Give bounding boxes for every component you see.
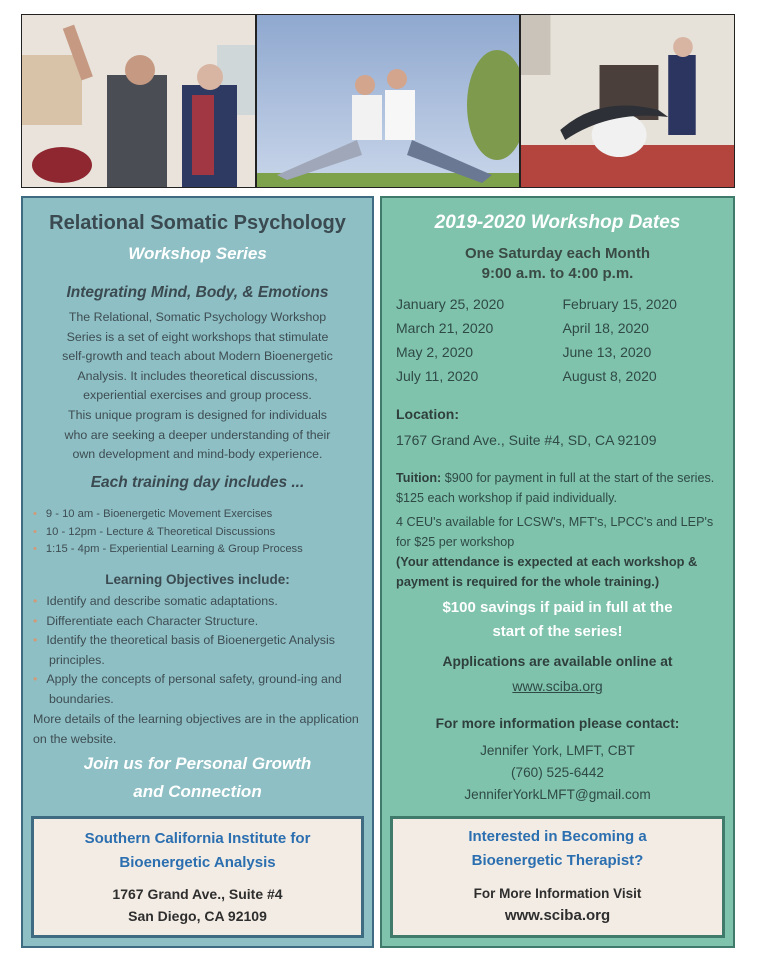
tuition-label: Tuition: [396, 471, 442, 485]
intro-line: who are seeking a deeper understanding of their [64, 427, 331, 442]
website-link[interactable]: www.sciba.org [504, 907, 611, 924]
intro-line: experiential exercises and group process. [83, 388, 312, 403]
photo-strip [21, 14, 735, 188]
training-day-heading: Each training day includes ... [90, 474, 305, 491]
objectives-heading: Learning Objectives include: [105, 572, 290, 587]
dates-hours: 9:00 a.m. to 4:00 p.m. [481, 265, 634, 282]
workshop-dates-grid [396, 292, 719, 388]
objectives-details-note: More details of the learning objectives are in the application on the website. [33, 712, 359, 746]
savings-line: $100 savings if paid in full at the [442, 599, 673, 616]
series-tagline: Integrating Mind, Body, & Emotions [66, 284, 329, 301]
objective-item: • Differentiate each Character Structure. [33, 612, 362, 632]
objective-item: • Identify the theoretical basis of Bioenergetic Analysis principles. [33, 631, 362, 670]
objective-item: • Identify and describe somatic adaptations. [33, 592, 362, 612]
savings-callout [382, 596, 733, 644]
applications-note: Applications are available online at [442, 654, 673, 669]
photo-exercise-ball-backbend [521, 15, 734, 187]
schedule-item: • 9 - 10 am - Bioenergetic Movement Exercises [33, 506, 368, 524]
attendance-note: (Your attendance is expected at each workshop & payment is required for the whole training.) [396, 554, 698, 589]
dates-title: 2019-2020 Workshop Dates [434, 212, 681, 233]
workshop-date: February 15, 2020 [562, 296, 677, 312]
workshop-date: August 8, 2020 [562, 368, 657, 384]
intro-line: own development and mind-body experience. [72, 447, 323, 462]
workshop-date: April 18, 2020 [562, 320, 649, 336]
therapist-question-line: Interested in Becoming a [468, 828, 647, 845]
intro-line: This unique program is designed for individuals [68, 407, 327, 422]
objective-item: • Apply the concepts of personal safety, ground-ing and boundaries. [33, 670, 362, 709]
training-schedule-list [33, 506, 368, 559]
join-us-callout [23, 750, 372, 806]
location-label: Location: [396, 406, 459, 422]
institute-address-box [31, 816, 364, 938]
dates-frequency: One Saturday each Month [464, 245, 651, 262]
intro-line: The Relational, Somatic Psychology Workshop [68, 310, 327, 324]
location-address: 1767 Grand Ave., Suite #4, SD, CA 92109 [396, 432, 657, 448]
contact-name: Jennifer York, LMFT, CBT [480, 743, 635, 758]
intro-line: Series is a set of eight workshops that stimulate [66, 329, 329, 344]
contact-email[interactable]: JenniferYorkLMFT@gmail.com [464, 787, 651, 802]
workshop-date: July 11, 2020 [396, 368, 479, 384]
join-line: Join us for Personal Growth [83, 754, 312, 773]
workshop-dates-panel [380, 196, 735, 948]
series-title: Relational Somatic Psychology [49, 212, 346, 234]
ceu-info: 4 CEU's available for LCSW's, MFT's, LPCC's and LEP's for $25 per workshop [396, 515, 714, 549]
intro-line: self-growth and teach about Modern Bioenergetic [62, 349, 333, 364]
schedule-item: • 10 - 12pm - Lecture & Theoretical Discussions [33, 524, 368, 542]
workshop-series-panel [21, 196, 374, 948]
tuition-text: $900 for payment in full at the start of the series. $125 each workshop if paid individually. [396, 471, 715, 505]
series-intro [33, 308, 362, 465]
institute-city-line: San Diego, CA 92109 [128, 908, 267, 924]
applications-link[interactable]: www.sciba.org [512, 678, 603, 694]
intro-line: Analysis. It includes theoretical discussions, [77, 368, 318, 383]
contact-phone[interactable]: (760) 525-6442 [511, 765, 604, 780]
therapist-question-line: Bioenergetic Therapist? [471, 852, 644, 869]
photo-man-arms-raised [22, 15, 257, 187]
institute-address-line: 1767 Grand Ave., Suite #4 [112, 886, 283, 902]
series-subtitle: Workshop Series [128, 244, 267, 263]
dates-subtitle [382, 244, 733, 284]
institute-name-line: Bioenergetic Analysis [119, 854, 276, 871]
join-line: and Connection [133, 782, 262, 801]
contact-details [382, 740, 733, 806]
workshop-date: January 25, 2020 [396, 296, 505, 312]
workshop-date: May 2, 2020 [396, 344, 474, 360]
contact-heading: For more information please contact: [435, 716, 680, 731]
workshop-date: March 21, 2020 [396, 320, 494, 336]
schedule-item: • 1:15 - 4pm - Experiential Learning & Group Process [33, 541, 368, 559]
workshop-date: June 13, 2020 [562, 344, 652, 360]
institute-name-line: Southern California Institute for [84, 830, 311, 847]
objectives-list [33, 592, 362, 709]
become-therapist-box [390, 816, 725, 938]
more-info-visit-line: For More Information Visit [473, 886, 642, 901]
tuition-info [396, 468, 725, 508]
savings-line: start of the series! [492, 623, 623, 640]
photo-couple-sitting-on-grass [257, 15, 521, 187]
